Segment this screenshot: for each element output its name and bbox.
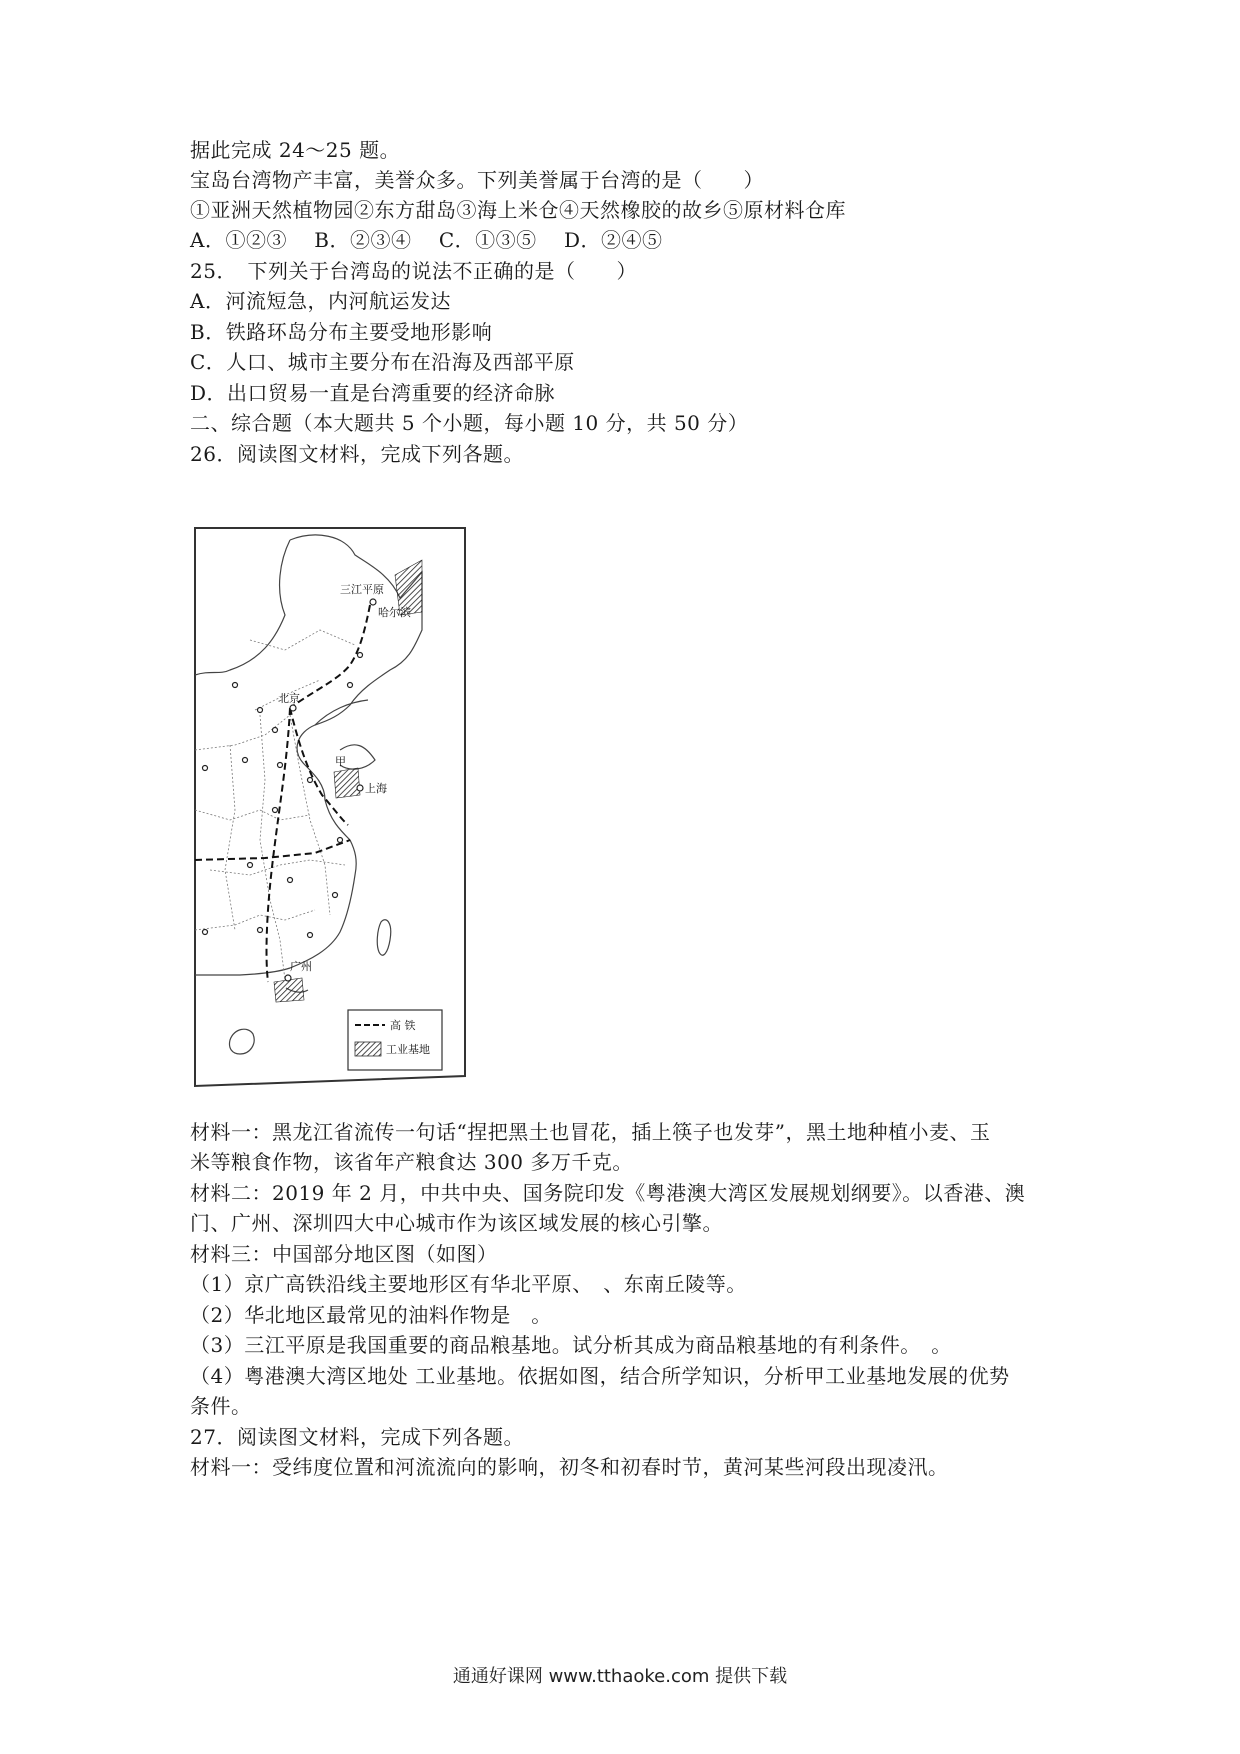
material-1-line-2: 米等粮食作物，该省年产粮食达 300 多万千克。 [190,1150,633,1174]
question-24-options: A．①②③ B．②③④ C．①③⑤ D．②④⑤ [190,228,663,252]
question-26-1: （1）京广高铁沿线主要地形区有华北平原、 、东南丘陵等。 [190,1272,747,1296]
question-24-items: ①亚洲天然植物园②东方甜岛③海上米仓④天然橡胶的故乡⑤原材料仓库 [190,198,846,222]
industrial-bases [274,560,422,1002]
section-2-heading: 二、综合题（本大题共 5 个小题，每小题 10 分，共 50 分） [190,411,749,435]
material-1-line-1: 材料一：黑龙江省流传一句话“捏把黑土也冒花，插上筷子也发芽”，黑土地种植小麦、玉 [190,1120,991,1144]
label-jia: 甲 [335,755,346,768]
question-25-option-c: C．人口、城市主要分布在沿海及西部平原 [190,350,575,374]
question-26-4-line-2: 条件。 [190,1394,252,1418]
material-3: 材料三：中国部分地区图（如图） [190,1242,498,1266]
question-26-3: （3）三江平原是我国重要的商品粮基地。试分析其成为商品粮基地的有利条件。 。 [190,1333,952,1357]
question-25-option-d: D．出口贸易一直是台湾重要的经济命脉 [190,381,556,405]
question-27-material-1: 材料一：受纬度位置和河流流向的影响，初冬和初春时节，黄河某些河段出现凌汛。 [190,1455,949,1479]
question-26-4-line-1: （4）粤港澳大湾区地处 工业基地。依据如图，结合所学知识，分析甲工业基地发展的优势 [190,1364,1010,1388]
label-guangzhou: 广州 [290,960,312,973]
material-2-line-1: 材料二：2019 年 2 月，中共中央、国务院印发《粤港澳大湾区发展规划纲要》。以香港、澳 [190,1181,1026,1205]
shanghai-marker [357,785,363,791]
legend-rail-label: 高 铁 [390,1019,416,1032]
question-24-stem: 宝岛台湾物产丰富，美誉众多。下列美誉属于台湾的是（ ） [190,168,764,192]
map-frame [195,528,465,1086]
beijing-marker [290,705,296,711]
question-27-stem: 27．阅读图文材料，完成下列各题。 [190,1425,524,1449]
question-25-stem: 25． 下列关于台湾岛的说法不正确的是（ ） [190,259,637,283]
label-sanjiang: 三江平原 [340,583,384,596]
label-beijing: 北京 [278,692,300,705]
guangzhou-marker [285,975,291,981]
question-25-option-b: B．铁路环岛分布主要受地形影响 [190,320,493,344]
question-26-stem: 26．阅读图文材料，完成下列各题。 [190,442,524,466]
page-footer: 通通好课网 www.tthaoke.com 提供下载 [452,1666,788,1687]
label-harbin: 哈尔滨 [378,606,411,619]
harbin-marker [370,599,376,605]
question-25-option-a: A．河流短急，内河航运发达 [190,289,451,313]
material-2-line-2: 门、广州、深圳四大中心城市作为该区域发展的核心引擎。 [190,1211,723,1235]
legend-industry-label: 工业基地 [386,1043,430,1056]
question-26-2: （2）华北地区最常见的油料作物是 。 [190,1303,552,1327]
label-shanghai: 上海 [365,782,387,795]
china-region-map [190,520,470,1090]
map-legend [348,1010,442,1070]
text-line-1: 据此完成 24～25 题。 [190,138,401,162]
